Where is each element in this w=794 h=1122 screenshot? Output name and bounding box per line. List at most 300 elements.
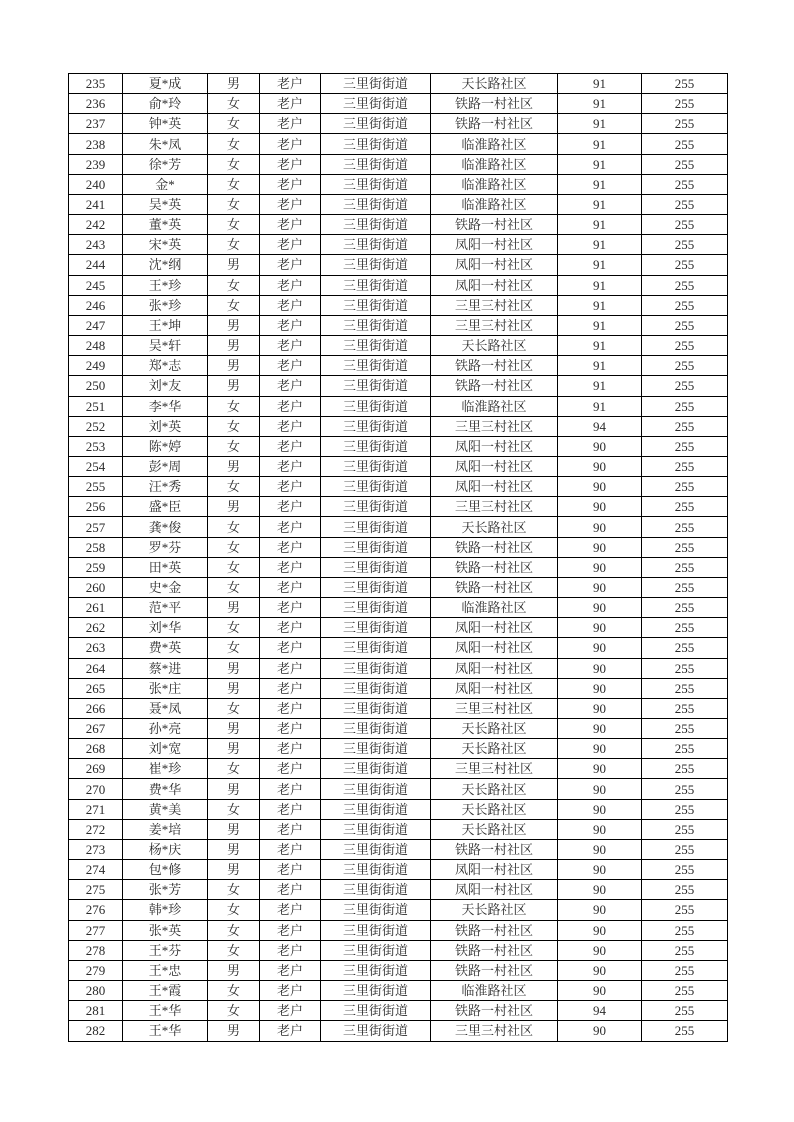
cell-gender: 女	[208, 416, 260, 436]
cell-community: 天长路社区	[431, 799, 558, 819]
cell-score: 91	[558, 315, 642, 335]
cell-index: 272	[69, 819, 123, 839]
cell-gender: 女	[208, 295, 260, 315]
cell-gender: 女	[208, 94, 260, 114]
table-row	[69, 356, 728, 376]
cell-street: 三里街街道	[321, 860, 431, 880]
cell-gender: 男	[208, 255, 260, 275]
cell-gender: 女	[208, 436, 260, 456]
cell-score: 91	[558, 174, 642, 194]
cell-name: 沈*纲	[123, 255, 208, 275]
cell-score: 91	[558, 255, 642, 275]
cell-street: 三里街街道	[321, 295, 431, 315]
cell-name: 王*霞	[123, 981, 208, 1001]
cell-score: 90	[558, 678, 642, 698]
table-row	[69, 114, 728, 134]
cell-name: 李*华	[123, 396, 208, 416]
cell-street: 三里街街道	[321, 134, 431, 154]
cell-total: 255	[642, 295, 728, 315]
cell-name: 王*华	[123, 1021, 208, 1041]
cell-score: 90	[558, 920, 642, 940]
cell-total: 255	[642, 658, 728, 678]
table-row	[69, 719, 728, 739]
table-row	[69, 880, 728, 900]
cell-total: 255	[642, 376, 728, 396]
cell-household-type: 老户	[260, 336, 321, 356]
cell-street: 三里街街道	[321, 376, 431, 396]
cell-score: 94	[558, 1001, 642, 1021]
cell-score: 90	[558, 799, 642, 819]
cell-household-type: 老户	[260, 94, 321, 114]
cell-name: 费*华	[123, 779, 208, 799]
cell-total: 255	[642, 739, 728, 759]
cell-index: 282	[69, 1021, 123, 1041]
cell-index: 265	[69, 678, 123, 698]
cell-index: 270	[69, 779, 123, 799]
cell-total: 255	[642, 557, 728, 577]
table-row	[69, 839, 728, 859]
cell-community: 铁路一村社区	[431, 94, 558, 114]
cell-street: 三里街街道	[321, 537, 431, 557]
cell-name: 朱*凤	[123, 134, 208, 154]
cell-community: 铁路一村社区	[431, 376, 558, 396]
cell-community: 三里三村社区	[431, 698, 558, 718]
cell-name: 王*华	[123, 1001, 208, 1021]
cell-score: 91	[558, 235, 642, 255]
cell-street: 三里街街道	[321, 719, 431, 739]
cell-household-type: 老户	[260, 295, 321, 315]
cell-street: 三里街街道	[321, 839, 431, 859]
cell-name: 包*修	[123, 860, 208, 880]
table-row	[69, 618, 728, 638]
cell-street: 三里街街道	[321, 900, 431, 920]
cell-name: 吴*英	[123, 194, 208, 214]
cell-total: 255	[642, 577, 728, 597]
cell-street: 三里街街道	[321, 698, 431, 718]
cell-gender: 女	[208, 577, 260, 597]
cell-name: 汪*秀	[123, 477, 208, 497]
cell-total: 255	[642, 839, 728, 859]
cell-household-type: 老户	[260, 577, 321, 597]
cell-community: 临淮路社区	[431, 396, 558, 416]
cell-total: 255	[642, 960, 728, 980]
cell-street: 三里街街道	[321, 315, 431, 335]
cell-score: 90	[558, 456, 642, 476]
table-row	[69, 174, 728, 194]
cell-total: 255	[642, 497, 728, 517]
cell-gender: 男	[208, 860, 260, 880]
cell-score: 91	[558, 356, 642, 376]
cell-street: 三里街街道	[321, 255, 431, 275]
cell-score: 90	[558, 698, 642, 718]
cell-gender: 女	[208, 759, 260, 779]
cell-community: 天长路社区	[431, 74, 558, 94]
cell-total: 255	[642, 356, 728, 376]
cell-gender: 男	[208, 779, 260, 799]
table-row	[69, 638, 728, 658]
table-row	[69, 799, 728, 819]
cell-total: 255	[642, 779, 728, 799]
cell-household-type: 老户	[260, 275, 321, 295]
cell-name: 刘*宽	[123, 739, 208, 759]
cell-score: 90	[558, 1021, 642, 1041]
cell-street: 三里街街道	[321, 497, 431, 517]
cell-name: 刘*英	[123, 416, 208, 436]
table-row	[69, 759, 728, 779]
cell-gender: 女	[208, 1001, 260, 1021]
cell-index: 239	[69, 154, 123, 174]
cell-household-type: 老户	[260, 981, 321, 1001]
cell-total: 255	[642, 638, 728, 658]
cell-gender: 女	[208, 134, 260, 154]
cell-index: 280	[69, 981, 123, 1001]
cell-household-type: 老户	[260, 114, 321, 134]
cell-index: 269	[69, 759, 123, 779]
cell-total: 255	[642, 940, 728, 960]
cell-community: 临淮路社区	[431, 174, 558, 194]
cell-community: 三里三村社区	[431, 416, 558, 436]
cell-street: 三里街街道	[321, 517, 431, 537]
cell-gender: 女	[208, 235, 260, 255]
table-row	[69, 94, 728, 114]
cell-community: 凤阳一村社区	[431, 638, 558, 658]
cell-total: 255	[642, 900, 728, 920]
cell-index: 274	[69, 860, 123, 880]
cell-index: 254	[69, 456, 123, 476]
cell-gender: 男	[208, 1021, 260, 1041]
cell-street: 三里街街道	[321, 759, 431, 779]
cell-total: 255	[642, 134, 728, 154]
cell-total: 255	[642, 799, 728, 819]
cell-gender: 女	[208, 114, 260, 134]
cell-score: 91	[558, 396, 642, 416]
cell-total: 255	[642, 194, 728, 214]
table-row	[69, 497, 728, 517]
cell-community: 天长路社区	[431, 517, 558, 537]
cell-household-type: 老户	[260, 638, 321, 658]
cell-name: 崔*珍	[123, 759, 208, 779]
cell-name: 范*平	[123, 598, 208, 618]
table-row	[69, 154, 728, 174]
cell-total: 255	[642, 215, 728, 235]
cell-household-type: 老户	[260, 759, 321, 779]
cell-street: 三里街街道	[321, 356, 431, 376]
cell-total: 255	[642, 94, 728, 114]
cell-index: 247	[69, 315, 123, 335]
cell-household-type: 老户	[260, 719, 321, 739]
cell-total: 255	[642, 880, 728, 900]
cell-index: 281	[69, 1001, 123, 1021]
cell-total: 255	[642, 114, 728, 134]
cell-total: 255	[642, 920, 728, 940]
cell-gender: 女	[208, 215, 260, 235]
cell-household-type: 老户	[260, 1001, 321, 1021]
cell-index: 275	[69, 880, 123, 900]
cell-street: 三里街街道	[321, 436, 431, 456]
cell-index: 263	[69, 638, 123, 658]
roster-table	[68, 73, 728, 1042]
cell-index: 261	[69, 598, 123, 618]
cell-gender: 女	[208, 477, 260, 497]
cell-index: 255	[69, 477, 123, 497]
cell-total: 255	[642, 759, 728, 779]
cell-gender: 女	[208, 517, 260, 537]
cell-index: 253	[69, 436, 123, 456]
cell-index: 249	[69, 356, 123, 376]
table-row	[69, 456, 728, 476]
cell-total: 255	[642, 618, 728, 638]
cell-name: 孙*亮	[123, 719, 208, 739]
cell-community: 凤阳一村社区	[431, 880, 558, 900]
cell-total: 255	[642, 819, 728, 839]
cell-community: 铁路一村社区	[431, 215, 558, 235]
table-row	[69, 275, 728, 295]
cell-name: 夏*成	[123, 74, 208, 94]
cell-name: 吴*轩	[123, 336, 208, 356]
table-row	[69, 255, 728, 275]
cell-name: 董*英	[123, 215, 208, 235]
cell-total: 255	[642, 477, 728, 497]
cell-name: 王*芬	[123, 940, 208, 960]
cell-name: 韩*珍	[123, 900, 208, 920]
cell-total: 255	[642, 315, 728, 335]
cell-community: 凤阳一村社区	[431, 860, 558, 880]
roster-table-body	[69, 74, 728, 1042]
cell-community: 铁路一村社区	[431, 1001, 558, 1021]
cell-household-type: 老户	[260, 1021, 321, 1041]
table-row	[69, 678, 728, 698]
cell-total: 255	[642, 1001, 728, 1021]
cell-street: 三里街街道	[321, 94, 431, 114]
cell-community: 天长路社区	[431, 900, 558, 920]
cell-gender: 男	[208, 456, 260, 476]
cell-score: 90	[558, 497, 642, 517]
cell-household-type: 老户	[260, 215, 321, 235]
cell-score: 90	[558, 860, 642, 880]
cell-name: 陈*婷	[123, 436, 208, 456]
cell-score: 90	[558, 638, 642, 658]
cell-name: 王*忠	[123, 960, 208, 980]
cell-index: 273	[69, 839, 123, 859]
cell-household-type: 老户	[260, 356, 321, 376]
cell-name: 张*珍	[123, 295, 208, 315]
table-row	[69, 920, 728, 940]
cell-index: 278	[69, 940, 123, 960]
cell-household-type: 老户	[260, 799, 321, 819]
cell-household-type: 老户	[260, 497, 321, 517]
cell-community: 铁路一村社区	[431, 960, 558, 980]
cell-name: 徐*芳	[123, 154, 208, 174]
cell-score: 90	[558, 598, 642, 618]
cell-score: 90	[558, 900, 642, 920]
table-row	[69, 557, 728, 577]
cell-score: 91	[558, 94, 642, 114]
cell-community: 临淮路社区	[431, 194, 558, 214]
cell-total: 255	[642, 416, 728, 436]
cell-community: 凤阳一村社区	[431, 235, 558, 255]
cell-index: 262	[69, 618, 123, 638]
cell-gender: 男	[208, 315, 260, 335]
cell-name: 史*金	[123, 577, 208, 597]
cell-street: 三里街街道	[321, 336, 431, 356]
cell-household-type: 老户	[260, 436, 321, 456]
cell-street: 三里街街道	[321, 477, 431, 497]
cell-total: 255	[642, 275, 728, 295]
cell-name: 聂*凤	[123, 698, 208, 718]
cell-name: 杨*庆	[123, 839, 208, 859]
cell-street: 三里街街道	[321, 678, 431, 698]
cell-household-type: 老户	[260, 920, 321, 940]
cell-gender: 女	[208, 537, 260, 557]
cell-score: 90	[558, 819, 642, 839]
cell-household-type: 老户	[260, 174, 321, 194]
cell-street: 三里街街道	[321, 920, 431, 940]
table-row	[69, 860, 728, 880]
cell-score: 90	[558, 880, 642, 900]
table-row	[69, 819, 728, 839]
table-row	[69, 1021, 728, 1041]
table-row	[69, 74, 728, 94]
cell-total: 255	[642, 336, 728, 356]
cell-gender: 男	[208, 497, 260, 517]
table-row	[69, 336, 728, 356]
cell-score: 91	[558, 134, 642, 154]
cell-community: 天长路社区	[431, 739, 558, 759]
cell-household-type: 老户	[260, 517, 321, 537]
cell-total: 255	[642, 456, 728, 476]
cell-name: 张*英	[123, 920, 208, 940]
cell-score: 91	[558, 336, 642, 356]
cell-gender: 男	[208, 74, 260, 94]
cell-community: 铁路一村社区	[431, 577, 558, 597]
cell-total: 255	[642, 981, 728, 1001]
cell-community: 三里三村社区	[431, 315, 558, 335]
cell-household-type: 老户	[260, 416, 321, 436]
cell-household-type: 老户	[260, 940, 321, 960]
cell-name: 田*英	[123, 557, 208, 577]
cell-score: 91	[558, 215, 642, 235]
table-row	[69, 960, 728, 980]
cell-street: 三里街街道	[321, 960, 431, 980]
cell-score: 91	[558, 295, 642, 315]
cell-total: 255	[642, 698, 728, 718]
cell-score: 90	[558, 960, 642, 980]
cell-total: 255	[642, 860, 728, 880]
cell-score: 90	[558, 981, 642, 1001]
cell-index: 244	[69, 255, 123, 275]
cell-community: 铁路一村社区	[431, 557, 558, 577]
cell-gender: 女	[208, 638, 260, 658]
cell-name: 彭*周	[123, 456, 208, 476]
cell-household-type: 老户	[260, 557, 321, 577]
cell-index: 260	[69, 577, 123, 597]
cell-total: 255	[642, 74, 728, 94]
cell-total: 255	[642, 678, 728, 698]
table-row	[69, 698, 728, 718]
cell-name: 钟*英	[123, 114, 208, 134]
table-row	[69, 537, 728, 557]
cell-name: 张*芳	[123, 880, 208, 900]
cell-index: 241	[69, 194, 123, 214]
cell-index: 257	[69, 517, 123, 537]
cell-index: 235	[69, 74, 123, 94]
cell-index: 236	[69, 94, 123, 114]
cell-household-type: 老户	[260, 880, 321, 900]
cell-index: 252	[69, 416, 123, 436]
cell-total: 255	[642, 154, 728, 174]
cell-street: 三里街街道	[321, 215, 431, 235]
cell-gender: 女	[208, 154, 260, 174]
cell-index: 277	[69, 920, 123, 940]
cell-street: 三里街街道	[321, 739, 431, 759]
cell-index: 276	[69, 900, 123, 920]
cell-name: 王*坤	[123, 315, 208, 335]
cell-household-type: 老户	[260, 819, 321, 839]
table-row	[69, 940, 728, 960]
cell-index: 266	[69, 698, 123, 718]
cell-score: 91	[558, 74, 642, 94]
cell-street: 三里街街道	[321, 819, 431, 839]
cell-household-type: 老户	[260, 154, 321, 174]
cell-street: 三里街街道	[321, 658, 431, 678]
cell-score: 91	[558, 194, 642, 214]
cell-community: 凤阳一村社区	[431, 275, 558, 295]
cell-street: 三里街街道	[321, 154, 431, 174]
cell-household-type: 老户	[260, 255, 321, 275]
cell-index: 245	[69, 275, 123, 295]
cell-name: 刘*友	[123, 376, 208, 396]
cell-total: 255	[642, 174, 728, 194]
cell-household-type: 老户	[260, 739, 321, 759]
cell-gender: 男	[208, 598, 260, 618]
cell-community: 铁路一村社区	[431, 920, 558, 940]
cell-street: 三里街街道	[321, 618, 431, 638]
cell-score: 90	[558, 618, 642, 638]
cell-community: 临淮路社区	[431, 154, 558, 174]
cell-total: 255	[642, 598, 728, 618]
cell-gender: 男	[208, 839, 260, 859]
cell-street: 三里街街道	[321, 940, 431, 960]
cell-gender: 男	[208, 658, 260, 678]
table-row	[69, 981, 728, 1001]
cell-index: 271	[69, 799, 123, 819]
cell-index: 268	[69, 739, 123, 759]
cell-household-type: 老户	[260, 598, 321, 618]
cell-name: 费*英	[123, 638, 208, 658]
cell-community: 铁路一村社区	[431, 356, 558, 376]
cell-score: 90	[558, 477, 642, 497]
cell-total: 255	[642, 396, 728, 416]
cell-street: 三里街街道	[321, 779, 431, 799]
cell-index: 243	[69, 235, 123, 255]
cell-gender: 女	[208, 981, 260, 1001]
table-row	[69, 376, 728, 396]
cell-gender: 男	[208, 336, 260, 356]
cell-name: 张*庄	[123, 678, 208, 698]
cell-index: 259	[69, 557, 123, 577]
table-row	[69, 134, 728, 154]
cell-community: 凤阳一村社区	[431, 658, 558, 678]
cell-community: 铁路一村社区	[431, 114, 558, 134]
table-row	[69, 416, 728, 436]
cell-street: 三里街街道	[321, 114, 431, 134]
cell-community: 临淮路社区	[431, 598, 558, 618]
cell-street: 三里街街道	[321, 235, 431, 255]
cell-community: 天长路社区	[431, 719, 558, 739]
cell-total: 255	[642, 719, 728, 739]
table-row	[69, 215, 728, 235]
cell-household-type: 老户	[260, 900, 321, 920]
